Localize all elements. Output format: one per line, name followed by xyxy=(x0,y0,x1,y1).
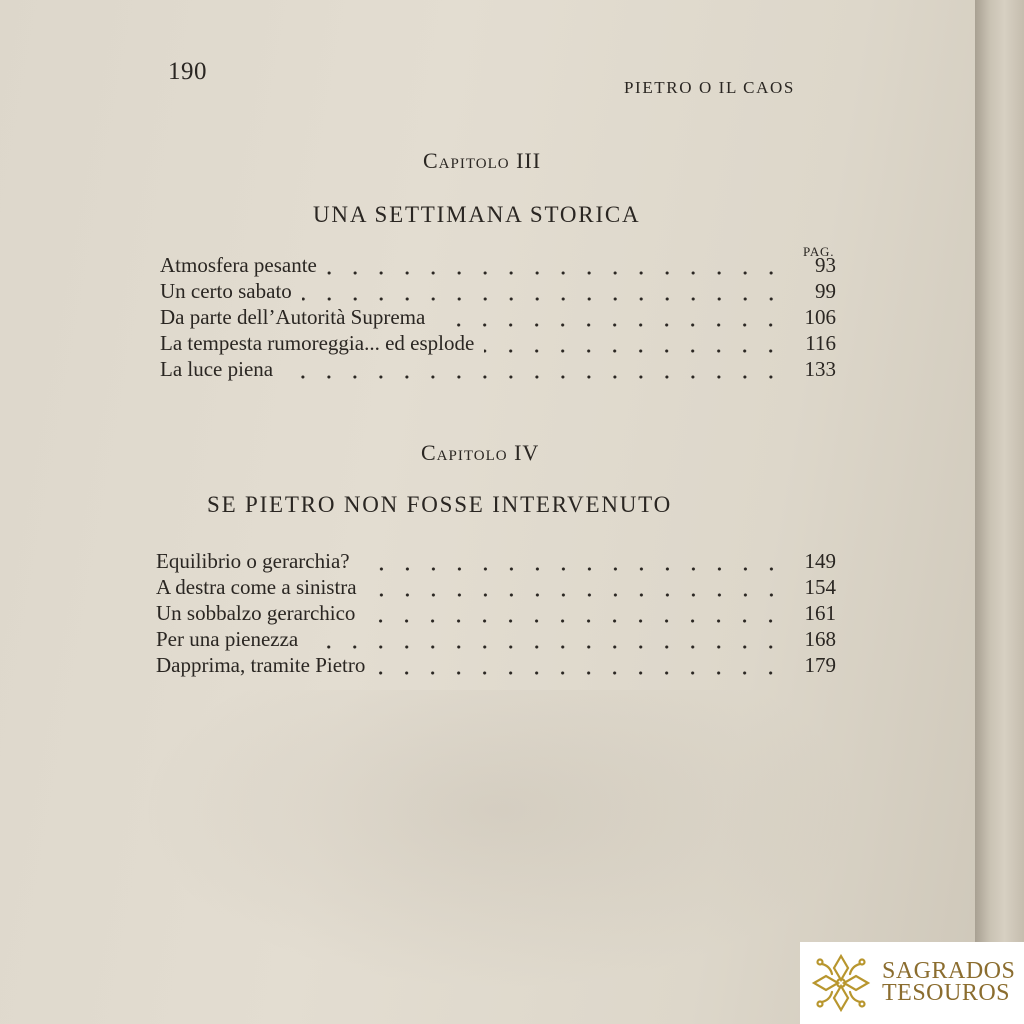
toc-entry-title: La luce piena xyxy=(160,357,274,381)
toc-entry-page: 133 xyxy=(804,357,836,381)
toc-entry-page: 93 xyxy=(815,253,836,277)
watermark-line-1: SAGRADOS xyxy=(882,958,1016,984)
show-through-shadow xyxy=(140,690,860,990)
dot-leader xyxy=(435,322,784,328)
toc-entry xyxy=(156,653,836,679)
toc-list-chapter-iv xyxy=(156,549,836,679)
dot-leader xyxy=(327,270,784,276)
toc-entry-title: Per una pienezza xyxy=(156,627,299,651)
watermark-line-2: TESOUROS xyxy=(882,980,1011,1006)
toc-entry-title: Un sobbalzo gerarchico xyxy=(156,601,356,625)
dot-leader xyxy=(308,644,784,650)
toc-entry-title: Atmosfera pesante xyxy=(160,253,317,277)
watermark-text xyxy=(882,960,1015,1004)
running-head: PIETRO O IL CAOS xyxy=(624,78,795,97)
chapter-title-iii: UNA SETTIMANA STORICA xyxy=(313,202,641,227)
ornament-icon xyxy=(810,952,872,1014)
chapter-title-iv: SE PIETRO NON FOSSE INTERVENUTO xyxy=(207,492,672,517)
toc-entry xyxy=(156,575,836,601)
watermark-logo xyxy=(800,942,1024,1024)
page-column-label: PAG. xyxy=(803,244,835,259)
toc-list-chapter-iii xyxy=(160,253,836,383)
dot-leader xyxy=(365,618,784,624)
toc-entry xyxy=(160,305,836,331)
toc-entry xyxy=(160,253,836,279)
toc-entry-title: Equilibrio o gerarchia? xyxy=(156,549,350,573)
dot-leader xyxy=(283,374,784,380)
page-edge xyxy=(975,0,1024,1024)
chapter-label-iii: Capitolo III xyxy=(423,148,542,173)
toc-entry-page: 168 xyxy=(804,627,836,651)
dot-leader xyxy=(375,670,784,676)
dot-leader xyxy=(367,592,784,598)
toc-entry-title: La tempesta rumoreggia... ed esplode xyxy=(160,331,475,355)
toc-entry-title: A destra come a sinistra xyxy=(156,575,357,599)
toc-entry-title: Dapprima, tramite Pietro xyxy=(156,653,366,677)
toc-entry-page: 179 xyxy=(804,653,836,677)
toc-entry-page: 149 xyxy=(804,549,836,573)
chapter-label-iv: Capitolo IV xyxy=(421,440,540,465)
toc-entry-title: Un certo sabato xyxy=(160,279,292,303)
toc-entry xyxy=(160,331,836,357)
toc-entry-page: 161 xyxy=(804,601,836,625)
toc-entry-title: Da parte dell’Autorità Suprema xyxy=(160,305,426,329)
toc-entry xyxy=(160,357,836,383)
dot-leader xyxy=(484,348,784,354)
dot-leader xyxy=(302,296,784,302)
dot-leader xyxy=(360,566,784,572)
toc-entry xyxy=(160,279,836,305)
toc-entry-page: 154 xyxy=(804,575,836,599)
page-number: 190 xyxy=(168,58,207,85)
toc-entry-page: 116 xyxy=(805,331,836,355)
toc-entry xyxy=(156,601,836,627)
toc-entry-page: 106 xyxy=(804,305,836,329)
toc-entry-page: 99 xyxy=(815,279,836,303)
toc-entry xyxy=(156,627,836,653)
toc-entry xyxy=(156,549,836,575)
